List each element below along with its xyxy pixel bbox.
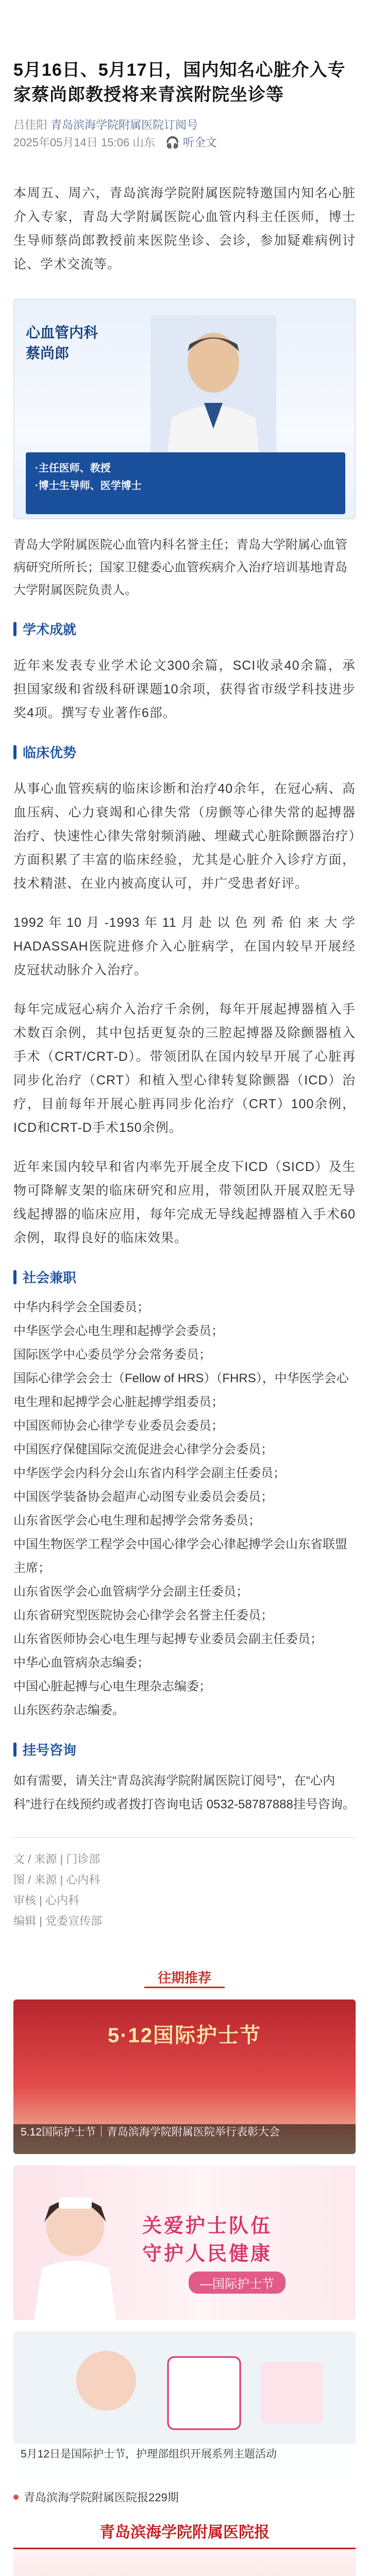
section-bar bbox=[13, 1742, 16, 1757]
role-item: 国际心律学会会士（Fellow of HRS）（FHRS），中华医学会心电生理和起搏学会心脏起搏学组委员； bbox=[13, 1371, 349, 1409]
doctor-intro: 青岛大学附属医院心血管内科名誉主任；青岛大学附属心血管病研究所所长；国家卫健委心血管疾病介入治疗培训基地青岛大学附属医院负责人。 bbox=[13, 538, 347, 597]
role-item: 中华医学会内科分会山东省内科学会副主任委员； bbox=[13, 1466, 286, 1480]
role-item: 山东省医学会心电生理和起搏学会常务委员； bbox=[13, 1514, 261, 1528]
role-item: 山东医药杂志编委。 bbox=[13, 1703, 125, 1717]
social-roles-list bbox=[13, 1296, 356, 1722]
intro-paragraph: 本周五、周六，青岛滨海学院附属医院特邀国内知名心脏介入专家，青岛大学附属医院心血管内科主任医师，博士生导师蔡尚郎教授前来医院坐诊、会诊，参加疑难病例讨论、学术交流等。 bbox=[13, 186, 356, 272]
newspaper-header: 青岛滨海学院附属医院报 bbox=[13, 2516, 356, 2549]
clinical-paragraph-1: 从事心血管疾病的临床诊断和治疗40余年，在冠心病、高血压病、心力衰竭和心律失常（房颤等心律失常的起搏器治疗、快速性心律失常射频消融、埋藏式心脏除颤器治疗）方面积累了丰富的临床经验，尤其是心脏介入诊疗方面，技术精湛、在业内被高度认可，并广受患者好评。 bbox=[13, 782, 356, 891]
role-item: 中国医学装备协会超声心动图专业委员会委员； bbox=[13, 1490, 273, 1504]
author-name: 吕佳阳 bbox=[13, 118, 48, 131]
recommend-card-activity[interactable] bbox=[13, 2331, 356, 2480]
section-bar bbox=[13, 622, 16, 636]
section-social-title: 社会兼职 bbox=[23, 1270, 77, 1285]
card-title: 5·12国际护士节 bbox=[107, 2024, 262, 2047]
account-link[interactable]: 青岛滨海学院附属医院订阅号 bbox=[51, 118, 198, 131]
listen-label: 听全文 bbox=[182, 136, 217, 149]
recommend-card-nurses-day[interactable] bbox=[13, 1999, 356, 2154]
credit-line: 编辑 | 党委宣传部 bbox=[13, 1914, 102, 1927]
role-item: 中国医师协会心律学专业委员会委员； bbox=[13, 1419, 224, 1433]
register-paragraph: 如有需要，请关注“青岛滨海学院附属医院订阅号”，在“心内科”进行在线预约或者拨打咨询电话 0532-58787888挂号咨询。 bbox=[13, 1774, 355, 1811]
role-item: 中国心脏起搏与心电生理杂志编委； bbox=[13, 1680, 211, 1693]
credit-line: 文 / 来源 | 门诊部 bbox=[13, 1853, 100, 1866]
activity-illustration bbox=[13, 2331, 356, 2445]
section-bar bbox=[13, 745, 16, 759]
bullet-dot bbox=[13, 2495, 19, 2500]
hero-dept: 心血管内科 蔡尚郎 bbox=[26, 325, 98, 361]
article-page bbox=[0, 58, 369, 2576]
role-item: 山东省研究型医院协会心律学会名誉主任委员； bbox=[13, 1608, 273, 1622]
card-line-3: —国际护士节 bbox=[189, 2272, 286, 2294]
role-item: 国际医学中心委员学分会常务委员； bbox=[13, 1348, 211, 1362]
credit-line: 审核 | 心内科 bbox=[13, 1894, 79, 1907]
section-bar bbox=[13, 1270, 16, 1284]
role-item: 山东省医师协会心电生理与起搏专业委员会副主任委员； bbox=[13, 1632, 323, 1646]
publish-datetime: 2025年05月14日 15:06 山东 bbox=[13, 136, 156, 149]
card-line-2: 守护人民健康 bbox=[142, 2243, 273, 2265]
section-academic bbox=[13, 619, 356, 638]
newspaper-link[interactable] bbox=[13, 2489, 356, 2505]
role-item: 中华医学会心电生理和起搏学会委员； bbox=[13, 1324, 224, 1338]
clinical-paragraph-3: 每年完成冠心病介入治疗千余例，每年开展起搏器植入手术数百余例，其中包括更复杂的三腔起搏器及除颤器植入手术（CRT/CRT-D）。带领团队在国内较早开展了心脏再同步化治疗（CRT）和植入型心律转复除颤器（ICD）治疗，目前每年开展心脏再同步化治疗（CRT）100余例，ICD和CRT-D手术150余例。 bbox=[13, 1002, 356, 1135]
section-clinical-title: 临床优势 bbox=[23, 745, 77, 760]
hero-tag: ·主任医师、教授 ·博士生导师、医学博士 bbox=[26, 452, 345, 514]
role-item: 山东省医学会心血管病学分会副主任委员； bbox=[13, 1585, 248, 1599]
newspaper-cover[interactable] bbox=[13, 2516, 356, 2576]
section-register-title: 挂号咨询 bbox=[23, 1742, 77, 1758]
clinical-paragraph-2: 1992年10月-1993年11月赴以色列希伯来大学HADASSAH医院进修介入心脏病学，在国内较早开展经皮冠状动脉介入治疗。 bbox=[13, 916, 356, 977]
role-item: 中国医疗保健国际交流促进会心律学分会委员； bbox=[13, 1443, 273, 1456]
doctor-photo bbox=[150, 315, 276, 470]
section-social bbox=[13, 1267, 356, 1286]
role-item: 中华内科学会全国委员； bbox=[13, 1300, 149, 1314]
article-credits bbox=[13, 1837, 356, 1931]
card-caption: 5.12国际护士节｜青岛滨海学院附属医院举行表彰大会 bbox=[13, 2124, 356, 2154]
section-register bbox=[13, 1740, 356, 1759]
card-line-1: 关爱护士队伍 bbox=[142, 2215, 273, 2237]
credit-line: 图 / 来源 | 心内科 bbox=[13, 1873, 100, 1886]
listen-button[interactable]: 🎧 听全文 bbox=[165, 136, 217, 149]
card-caption: 5月12日是国际护士节，护理部组织开展系列主题活动 bbox=[13, 2444, 356, 2480]
section-academic-title: 学术成就 bbox=[23, 622, 77, 637]
recommend-label: 往期推荐 bbox=[144, 1968, 225, 1988]
recommend-card-care-nurses[interactable] bbox=[13, 2165, 356, 2320]
role-item: 中国生物医学工程学会中国心律学会心律起搏学会山东省联盟主席； bbox=[13, 1537, 347, 1575]
section-clinical bbox=[13, 742, 356, 761]
newspaper-link-text: 青岛滨海学院附属医院报229期 bbox=[24, 2491, 179, 2504]
doctor-hero-image bbox=[13, 299, 356, 519]
nurse-illustration bbox=[19, 2165, 132, 2320]
article-meta bbox=[13, 116, 356, 151]
article-title: 5月16日、5月17日，国内知名心脏介入专家蔡尚郎教授将来青滨附院坐诊等 bbox=[13, 60, 346, 105]
academic-paragraph: 近年来发表专业学术论文300余篇，SCI收录40余篇，承担国家级和省级科研课题10余项，获得省市级学科技进步奖4项。撰写专业著作6部。 bbox=[13, 658, 356, 720]
role-item: 中华心血管病杂志编委； bbox=[13, 1656, 149, 1670]
clinical-paragraph-4: 近年来国内较早和省内率先开展全皮下ICD（SICD）及生物可降解支架的临床研究和应用，带领团队开展双腔无导线起搏器的临床应用，每年完成无导线起搏器植入手术60余例，取得良好的临床效果。 bbox=[13, 1160, 356, 1245]
recommend-header bbox=[13, 1968, 356, 1988]
